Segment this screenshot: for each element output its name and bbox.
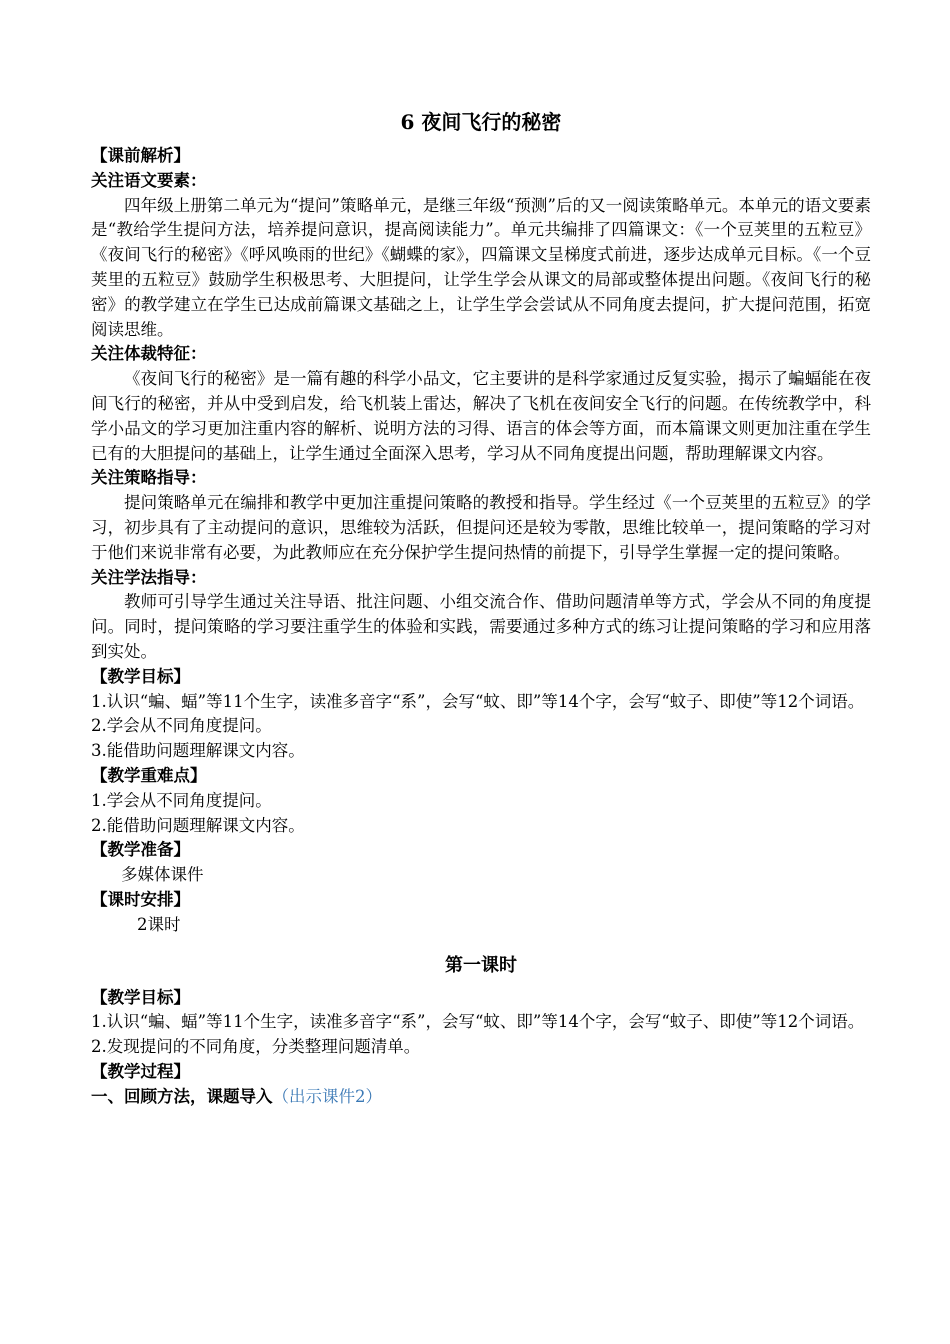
key-points-heading: 【教学重难点】 — [91, 765, 207, 785]
lesson1-title: 第一课时 — [445, 954, 517, 976]
objective-item: 1.认识“蝙、蝠”等11个生字，读准多音字“系”，会写“蚊、即”等14个字，会写“蚊子、即使”等12个词语。 — [91, 691, 865, 711]
pre-analysis-heading: 【课前解析】 — [91, 146, 190, 165]
section-text-strategy: 提问策略单元在编排和教学中更加注重提问策略的教授和指导。学生经过《一个豆荚里的五粒豆》的学习，初步具有了主动提问的意识，思维较为活跃，但提问还是较为零散，思维比较单一，提问策略的学习对于他们来说非常有必要，为此教师应在充分保护学生提问热情的前提下，引导学生掌握一定的提问策略。 — [91, 493, 871, 562]
lesson1-objective-item: 1.认识“蝙、蝠”等11个生字，读准多音字“系”，会写“蚊、即”等14个字，会写“蚊子、即使”等12个词语。 — [91, 1012, 865, 1032]
key-point-item: 1.学会从不同角度提问。 — [91, 790, 272, 810]
objective-item: 3.能借助问题理解课文内容。 — [91, 741, 305, 761]
section-text-genre: 《夜间飞行的秘密》是一篇有趣的科学小品文，它主要讲的是科学家通过反复实验，揭示了蝙蝠能在夜间飞行的秘密，并从中受到启发，给飞机装上雷达，解决了飞机在夜间安全飞行的问题。在传统教学中，科学小品文的学习更加注重内容的解析、说明方法的习得、语言的体会等方面，而本篇课文则更加注重在学生已有的大胆提问的基础上，让学生通过全面深入思考，学习从不同角度提出问题，帮助理解课文内容。 — [91, 369, 871, 463]
section-text-language-elements: 四年级上册第二单元为“提问”策略单元，是继三年级“预测”后的又一阅读策略单元。本单元的语文要素是“教给学生提问方法，培养提问意识，提高阅读能力”。单元共编排了四篇课文：《一个豆荚里的五粒豆》《夜间飞行的秘密》《呼风唤雨的世纪》《蝴蝶的家》，四篇课文呈梯度式前进，逐步达成单元目标。《一个豆荚里的五粒豆》鼓励学生积极思考、大胆提问，让学生学会从课文的局部或整体提出问题。《夜间飞行的秘密》的教学建立在学生已达成前篇课文基础之上，让学生学会尝试从不同角度去提问，扩大提问范围，拓宽阅读思维。 — [91, 195, 871, 339]
section-label-study-method: 关注学法指导： — [91, 567, 207, 587]
process-step-1 — [91, 1085, 871, 1110]
process-heading: 【教学过程】 — [91, 1061, 190, 1081]
schedule-text: 2课时 — [137, 914, 181, 934]
section-label-strategy: 关注策略指导： — [91, 468, 207, 488]
schedule-heading: 【课时安排】 — [91, 889, 190, 909]
section-text-study-method: 教师可引导学生通过关注导语、批注问题、小组交流合作、借助问题清单等方式，学会从不同的角度提问。同时，提问策略的学习要注重学生的体验和实践，需要通过多种方式的练习让提问策略的学习和应用落到实处。 — [91, 592, 871, 661]
document-title: 6 夜间飞行的秘密 — [400, 110, 562, 134]
lesson1-objective-item: 2.发现提问的不同角度，分类整理问题清单。 — [91, 1037, 421, 1057]
objectives-heading: 【教学目标】 — [91, 666, 190, 686]
preparation-text: 多媒体课件 — [121, 865, 204, 885]
section-label-genre: 关注体裁特征： — [91, 344, 207, 364]
objective-item: 2.学会从不同角度提问。 — [91, 716, 272, 736]
document-page — [91, 108, 871, 1109]
lesson1-objectives-heading: 【教学目标】 — [91, 987, 190, 1007]
process-step-1-label: 一、回顾方法，课题导入 — [91, 1086, 273, 1106]
section-label-language-elements: 关注语文要素： — [91, 170, 207, 190]
courseware-link[interactable]: （出示课件2） — [272, 1086, 382, 1106]
key-point-item: 2.能借助问题理解课文内容。 — [91, 815, 305, 835]
preparation-heading: 【教学准备】 — [91, 840, 190, 860]
